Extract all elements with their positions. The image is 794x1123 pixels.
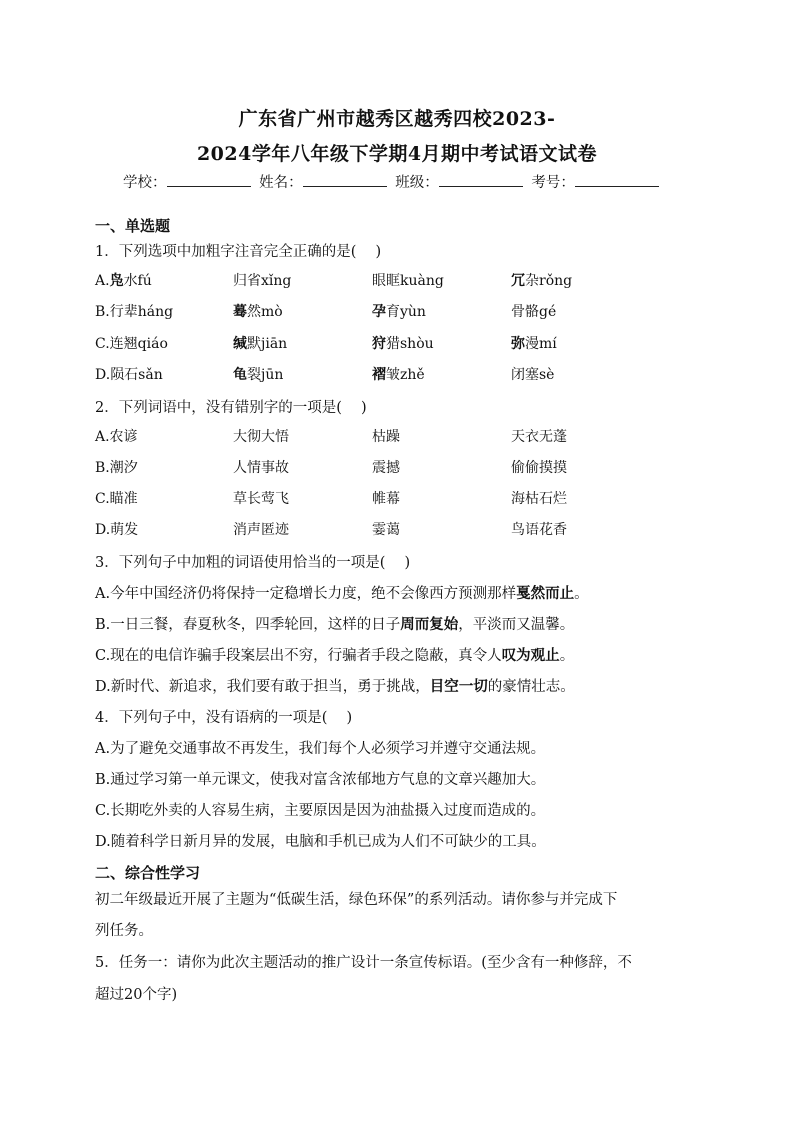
q3-b-pre: B.一日三餐，春夏秋冬，四季轮回，这样的日子 bbox=[95, 617, 401, 633]
q3-d-bold: 目空一切 bbox=[429, 678, 488, 695]
bold-character: 弥 bbox=[511, 336, 525, 352]
q5-stem-line1: 5．任务一：请你为此次主题活动的推广设计一条宣传标语。(至少含有一种修辞，不 bbox=[95, 955, 632, 971]
option-letter: C. bbox=[95, 336, 110, 352]
q1-stem: 1．下列选项中加粗字注音完全正确的是( ) bbox=[95, 244, 382, 260]
q2-option-cell: 大彻大悟 bbox=[233, 429, 289, 445]
q2-option-cell: 天衣无蓬 bbox=[511, 429, 567, 445]
word-with-pinyin: 水fú bbox=[123, 273, 152, 289]
q1-option-cell bbox=[95, 301, 173, 321]
bold-character: 孕 bbox=[372, 304, 386, 320]
q3-c-post: 。 bbox=[559, 648, 575, 664]
q1-option-cell bbox=[372, 333, 434, 353]
word-with-pinyin: 皱zhě bbox=[386, 367, 425, 383]
bold-character: 缄 bbox=[233, 336, 247, 352]
section1-heading: 一、单选题 bbox=[95, 217, 171, 235]
bold-character: 凫 bbox=[109, 273, 124, 289]
q3-b-post: ，平淡而又温馨。 bbox=[458, 617, 575, 633]
q1-option-cell bbox=[233, 301, 283, 321]
q3-stem: 3．下列句子中加粗的词语使用恰当的一项是( ) bbox=[95, 555, 411, 571]
q4-stem: 4．下列句子中，没有语病的一项是( ) bbox=[95, 710, 353, 726]
bold-character: 狩 bbox=[372, 336, 386, 352]
q4-option-a: A.为了避免交通事故不再发生，我们每个人必须学习并遵守交通法规。 bbox=[95, 741, 546, 757]
q1-option-cell bbox=[95, 333, 168, 353]
section2-intro-line2: 列任务。 bbox=[95, 923, 153, 939]
q2-option-cell: A.农谚 bbox=[95, 429, 138, 445]
q2-option-cell: 鸟语花香 bbox=[511, 522, 567, 538]
word-with-pinyin: 归省xǐng bbox=[233, 273, 292, 289]
word-with-pinyin: 默jiān bbox=[247, 336, 288, 352]
bold-character: 褶 bbox=[372, 367, 386, 383]
q1-option-cell bbox=[95, 270, 152, 290]
q2-option-cell: 枯躁 bbox=[372, 429, 400, 445]
q2-option-cell: 帷幕 bbox=[372, 491, 400, 507]
bold-character: 蓦 bbox=[233, 304, 247, 320]
bold-character: 冗 bbox=[511, 273, 525, 289]
name-blank[interactable] bbox=[303, 172, 387, 187]
q3-b-bold: 周而复始 bbox=[400, 616, 459, 633]
section2-heading: 二、综合性学习 bbox=[95, 864, 201, 882]
name-label: 姓名： bbox=[259, 175, 303, 191]
q1-option-cell bbox=[233, 364, 283, 384]
word-with-pinyin: 连翘qiáo bbox=[109, 336, 168, 352]
exam-number-label: 考号： bbox=[531, 175, 575, 191]
word-with-pinyin: 裂jūn bbox=[247, 367, 284, 383]
student-info-row bbox=[123, 171, 663, 192]
q3-option-c bbox=[95, 644, 574, 665]
q3-option-d bbox=[95, 675, 575, 696]
q2-option-cell: 震撼 bbox=[372, 460, 400, 476]
word-with-pinyin: 杂rǒng bbox=[525, 273, 573, 289]
q1-option-cell bbox=[511, 301, 556, 321]
q1-option-cell bbox=[372, 301, 426, 321]
q2-option-cell: 偷偷摸摸 bbox=[511, 460, 567, 476]
q1-option-cell bbox=[511, 270, 572, 290]
q3-d-post: 的豪情壮志。 bbox=[487, 679, 575, 695]
option-letter: A. bbox=[95, 273, 110, 289]
word-with-pinyin: 然mò bbox=[247, 304, 283, 320]
q2-stem: 2．下列词语中，没有错别字的一项是( ) bbox=[95, 400, 367, 416]
q3-a-post: 。 bbox=[574, 586, 589, 602]
word-with-pinyin: 眼眶kuàng bbox=[372, 273, 444, 289]
q5-stem-line2: 超过20个字) bbox=[95, 987, 178, 1003]
q3-a-bold: 戛然而止 bbox=[516, 585, 575, 602]
q2-option-cell: C.瞄准 bbox=[95, 491, 138, 507]
q4-option-b: B.通过学习第一单元课文，使我对富含浓郁地方气息的文章兴趣加大。 bbox=[95, 772, 546, 788]
q2-option-cell: 人情事故 bbox=[233, 460, 289, 476]
word-with-pinyin: 闭塞sè bbox=[511, 367, 555, 383]
word-with-pinyin: 漫mí bbox=[525, 336, 557, 352]
q2-option-cell: 霎蔼 bbox=[372, 522, 400, 538]
q3-d-pre: D.新时代、新追求，我们要有敢于担当，勇于挑战， bbox=[95, 679, 430, 695]
q3-option-b bbox=[95, 613, 574, 634]
word-with-pinyin: 行辈háng bbox=[109, 304, 174, 320]
class-blank[interactable] bbox=[439, 172, 523, 187]
q3-c-pre: C.现在的电信诈骗手段案层出不穷，行骗者手段之隐蔽，真令人 bbox=[95, 648, 502, 664]
q4-option-d: D.随着科学日新月异的发展，电脑和手机已成为人们不可缺少的工具。 bbox=[95, 834, 546, 850]
q1-option-cell bbox=[511, 333, 557, 353]
option-letter: B. bbox=[95, 304, 110, 320]
q2-option-cell: 消声匿迹 bbox=[233, 522, 289, 538]
school-blank[interactable] bbox=[167, 172, 251, 187]
word-with-pinyin: 猎shòu bbox=[386, 336, 434, 352]
class-label: 班级： bbox=[395, 175, 439, 191]
q1-option-cell bbox=[372, 364, 425, 384]
q2-option-cell: D.萌发 bbox=[95, 522, 139, 538]
q1-option-cell bbox=[511, 364, 554, 384]
q4-option-c: C.长期吃外卖的人容易生病，主要原因是因为油盐摄入过度而造成的。 bbox=[95, 803, 546, 819]
q2-option-cell: 草长莺飞 bbox=[233, 491, 289, 507]
q2-option-cell: 海枯石烂 bbox=[511, 491, 567, 507]
school-label: 学校： bbox=[123, 175, 167, 191]
q1-option-cell bbox=[233, 270, 291, 290]
q3-c-bold: 叹为观止 bbox=[501, 647, 560, 664]
option-letter: D. bbox=[95, 367, 111, 383]
q3-a-pre: A.今年中国经济仍将保持一定稳增长力度，绝不会像西方预测那样 bbox=[95, 586, 517, 602]
q1-option-cell bbox=[372, 270, 444, 290]
q2-option-cell: B.潮汐 bbox=[95, 460, 138, 476]
exam-title-line2: 2024学年八年级下学期4月期中考试语文试卷 bbox=[196, 143, 598, 165]
q1-option-cell bbox=[95, 364, 163, 384]
q3-option-a bbox=[95, 582, 589, 603]
section2-intro-line1: 初二年级最近开展了主题为“低碳生活，绿色环保”的系列活动。请你参与并完成下 bbox=[95, 892, 618, 908]
exam-number-blank[interactable] bbox=[575, 172, 659, 187]
word-with-pinyin: 育yùn bbox=[386, 304, 426, 320]
q1-option-cell bbox=[233, 333, 287, 353]
exam-title-line1: 广东省广州市越秀区越秀四校2023- bbox=[238, 108, 556, 130]
bold-character: 龟 bbox=[233, 367, 247, 383]
word-with-pinyin: 骨骼gé bbox=[511, 304, 557, 320]
word-with-pinyin: 陨石sǎn bbox=[110, 367, 163, 383]
